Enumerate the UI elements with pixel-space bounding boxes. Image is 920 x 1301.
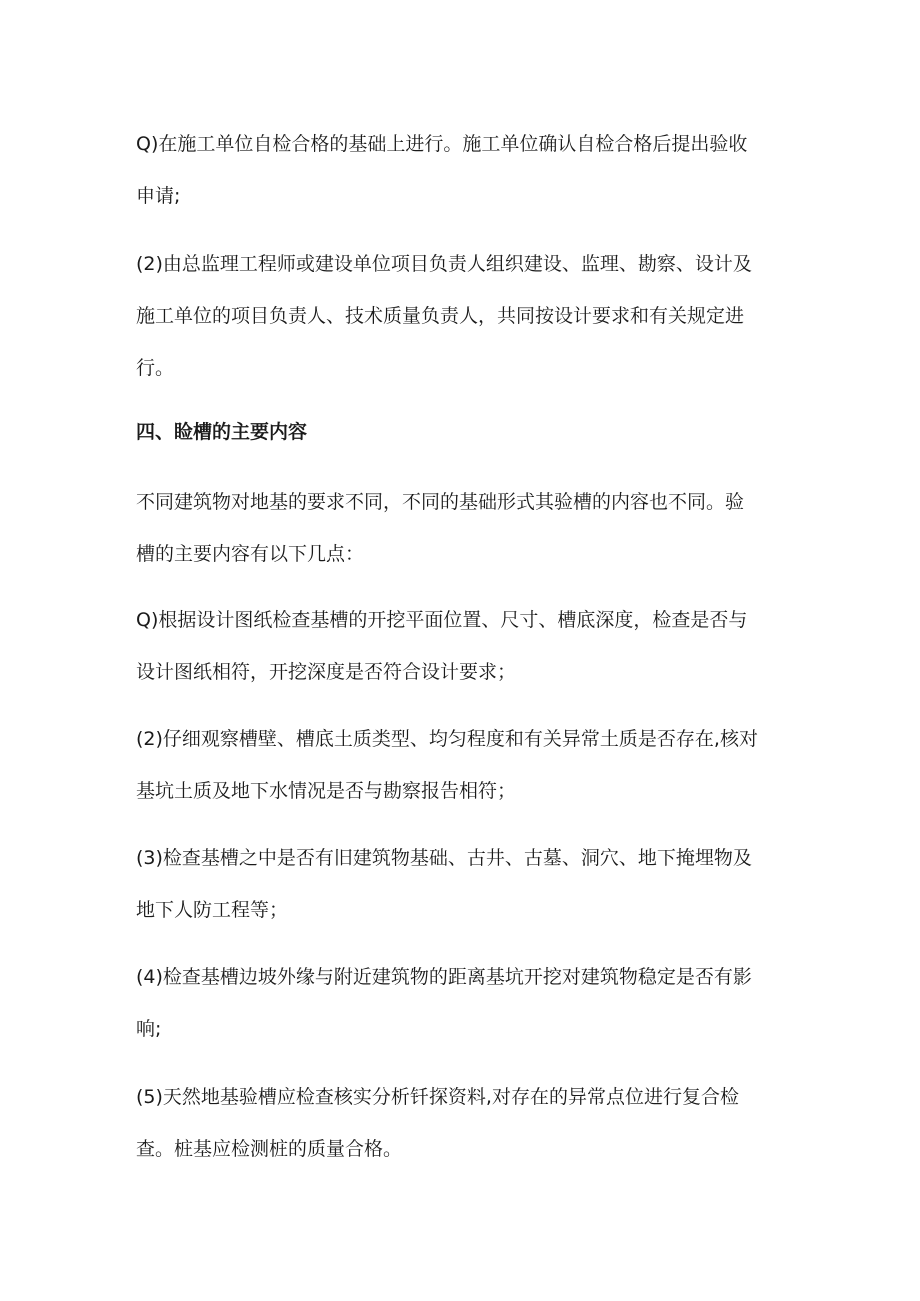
paragraph-4 bbox=[136, 594, 796, 698]
text-line: 申请; bbox=[136, 185, 181, 207]
text-line: (5)天然地基验槽应检查核实分析钎探资料,对存在的异常点位进行复合检 bbox=[136, 1086, 739, 1108]
section-heading: 四、睑槽的主要内容 bbox=[136, 421, 308, 443]
text-line: 设计图纸相符，开挖深度是否符合设计要求； bbox=[136, 661, 517, 683]
text-line: 施工单位的项目负责人、技术质量负责人，共同按设计要求和有关规定进 bbox=[136, 305, 745, 327]
paragraph-1 bbox=[136, 118, 796, 222]
paragraph-6 bbox=[136, 832, 796, 936]
text-line: 不同建筑物对地基的要求不同，不同的基础形式其验槽的内容也不同。验 bbox=[136, 491, 745, 513]
paragraph-2 bbox=[136, 238, 796, 394]
paragraph-5 bbox=[136, 713, 796, 817]
text-line: Q)在施工单位自检合格的基础上进行。施工单位确认自检合格后提出验收 bbox=[136, 133, 748, 155]
paragraph-8 bbox=[136, 1071, 796, 1175]
text-line: (2)仔细观察槽壁、槽底土质类型、均匀程度和有关异常土质是否存在,核对 bbox=[136, 728, 758, 750]
text-line: 查。桩基应检测桩的质量合格。 bbox=[136, 1138, 403, 1160]
text-line: (2)由总监理工程师或建设单位项目负责人组织建设、监理、勘察、设计及 bbox=[136, 253, 752, 275]
text-line: Q)根据设计图纸检查基槽的开挖平面位置、尺寸、槽底深度，检查是否与 bbox=[136, 609, 748, 631]
text-line: 地下人防工程等； bbox=[136, 899, 289, 921]
text-line: 响; bbox=[136, 1018, 162, 1040]
text-line: 槽的主要内容有以下几点： bbox=[136, 543, 365, 565]
paragraph-7 bbox=[136, 951, 796, 1055]
paragraph-3 bbox=[136, 476, 796, 580]
text-line: (3)检查基槽之中是否有旧建筑物基础、古井、古墓、洞穴、地下掩埋物及 bbox=[136, 847, 752, 869]
text-line: 行。 bbox=[136, 357, 175, 379]
text-line: (4)检查基槽边坡外缘与附近建筑物的距离基坑开挖对建筑物稳定是否有影 bbox=[136, 966, 752, 988]
text-line: 基坑土质及地下水情况是否与勘察报告相符； bbox=[136, 780, 517, 802]
